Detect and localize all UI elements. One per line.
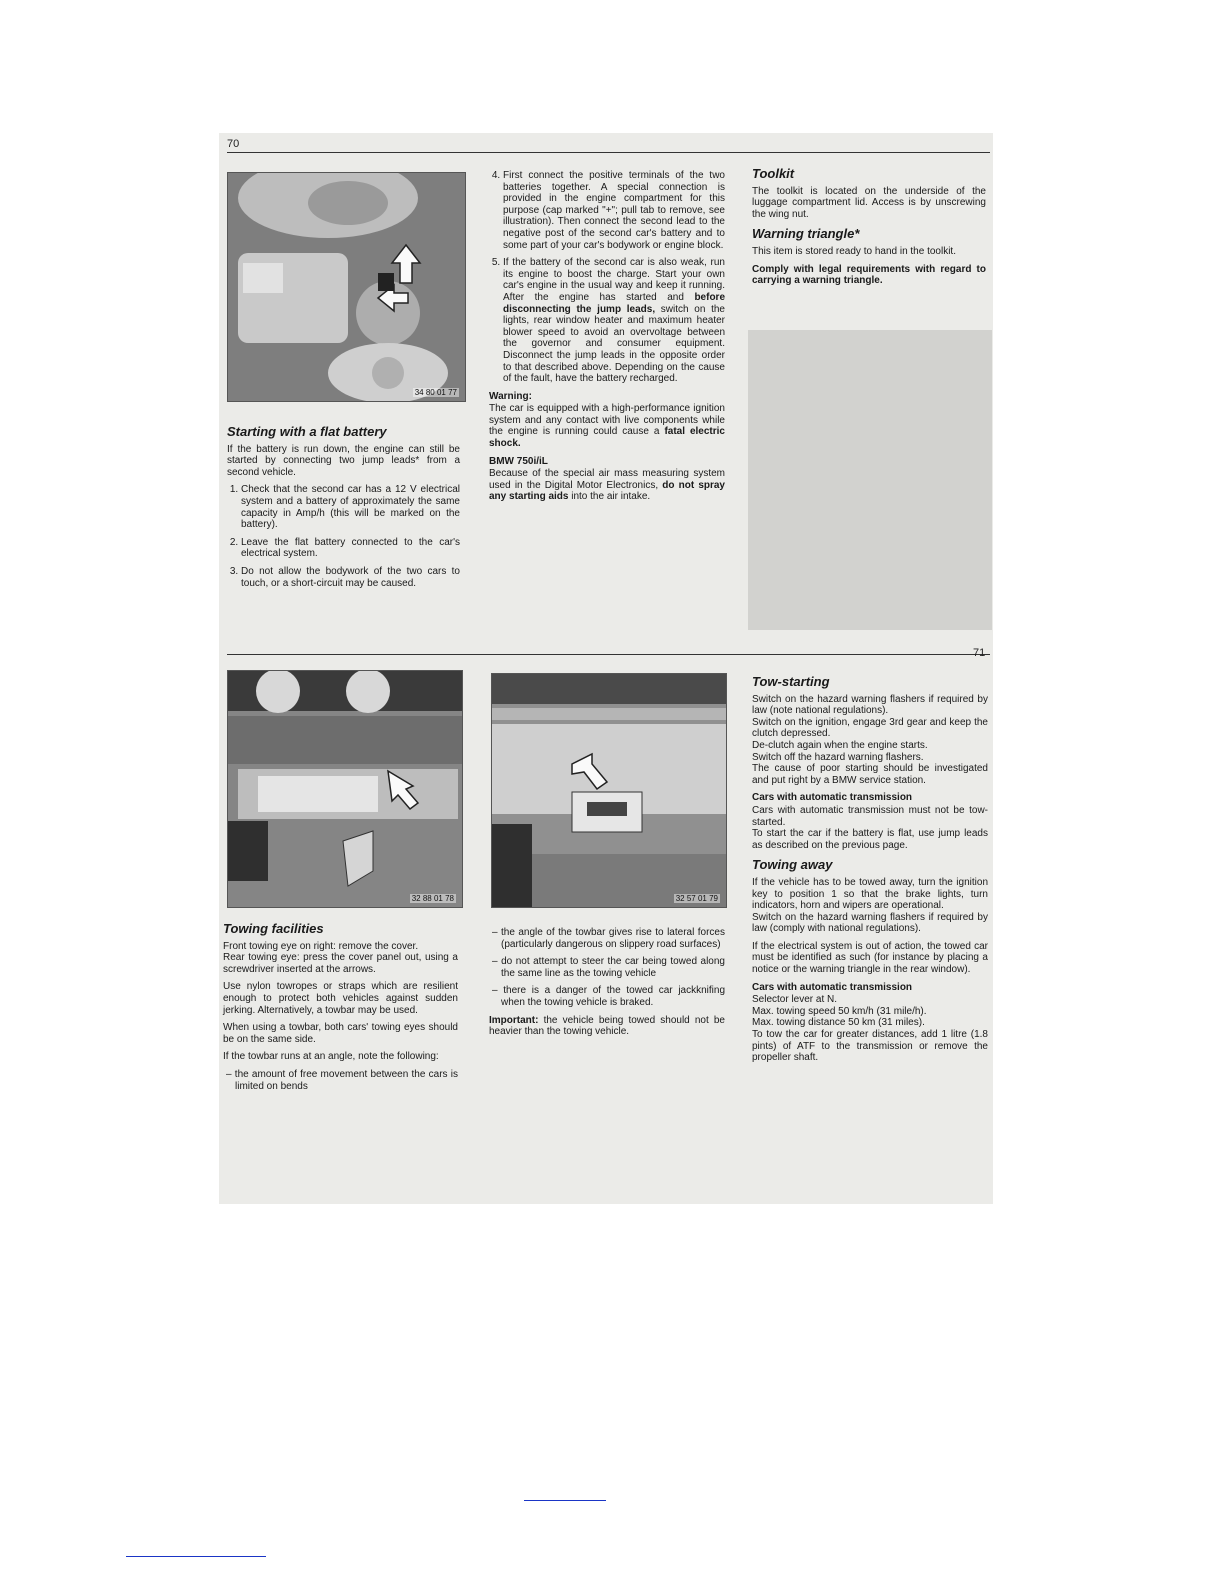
list-item: 1. Check that the second car has a 12 V electrical system and a battery of approximately the same capacity in Amp/h (this will be marked on the battery). xyxy=(241,484,460,530)
link-underline[interactable] xyxy=(524,1500,606,1501)
paragraph: Max. towing distance 50 km (31 miles). xyxy=(752,1017,925,1029)
towing-away-heading: Towing away xyxy=(752,857,833,873)
paragraph: If the electrical system is out of action, the towed car must be identified as such (for instance by placing a notice or the warning triangle in the rear window). xyxy=(752,940,988,976)
bottom-column-3 xyxy=(752,668,988,1070)
toolkit-text: The toolkit is located on the underside of the luggage compartment lid. Access is by unscrewing the wing nut. xyxy=(752,185,986,220)
warning-title: Warning: xyxy=(489,390,532,402)
bullet-list xyxy=(223,1069,458,1092)
step-emphasis: before disconnecting the jump leads, xyxy=(503,291,725,315)
figure-code: 32 88 01 78 xyxy=(411,894,454,903)
toolkit-heading: Toolkit xyxy=(752,166,795,181)
intro-text: If the battery is run down, the engine can still be started by connecting two jump leads* from a second vehicle. xyxy=(227,443,460,478)
top-column-3 xyxy=(752,160,986,293)
list-item: – do not attempt to steer the car being towed along the same line as the towing vehicle xyxy=(501,956,725,979)
paragraph: Use nylon towropes or straps which are resilient enough to protect both vehicles against sudden jerking. Alternatively, a towbar may be used. xyxy=(223,981,458,1016)
model-text xyxy=(489,468,725,503)
paragraph: Front towing eye on right: remove the cover. xyxy=(223,940,419,952)
model-emphasis: do not spray any starting aids xyxy=(489,479,725,503)
important-text: the vehicle being towed should not be heavier than the towing vehicle. xyxy=(489,1014,725,1038)
step-text: switch on the lights, rear window heater and maximum heater blower speed to avoid an overvoltage between the governor and consumer equipment. Disconnect the jump leads in the opposite order to that described above. Depending on the cause of the fault, have the battery recharged. xyxy=(503,303,725,385)
figure-code: 34 80 01 77 xyxy=(414,388,457,397)
section-heading: Towing facilities xyxy=(223,921,324,936)
important-note xyxy=(489,1015,725,1038)
warning-body: The car is equipped with a high-performance ignition system and any contact with live components while the engine is running could cause a xyxy=(489,403,725,438)
link-underline[interactable] xyxy=(126,1556,266,1557)
list-item: 3. Do not allow the bodywork of the two cars to touch, or a short-circuit may be caused. xyxy=(241,566,460,589)
paragraph: If the towbar runs at an angle, note the following: xyxy=(223,1051,439,1063)
triangle-requirement: Comply with legal requirements with regard to carrying a warning triangle. xyxy=(752,263,986,287)
rear-bumper-illustration xyxy=(492,674,726,907)
paragraph: To tow the car for greater distances, add 1 litre (1.8 pints) of ATF to the transmission or remove the propeller shaft. xyxy=(752,1029,988,1064)
header-rule xyxy=(227,152,990,153)
paragraph: To start the car if the battery is flat, use jump leads as described on the previous page. xyxy=(752,828,988,851)
front-towing-eye-photo xyxy=(227,670,463,908)
paragraph: If the vehicle has to be towed away, turn the ignition key to position 1 so that the brake lights, turn indicators, horn and wipers are operational. xyxy=(752,876,988,912)
subheading: Cars with automatic transmission xyxy=(752,981,913,993)
section-heading: Starting with a flat battery xyxy=(227,424,387,439)
warning-text xyxy=(489,403,725,449)
engine-illustration xyxy=(228,173,465,401)
page-number: 71 xyxy=(973,647,986,659)
header-rule xyxy=(227,654,990,655)
paragraph: Switch on the hazard warning flashers if required by law (comply with national regulations). xyxy=(752,911,988,935)
paragraph: Cars with automatic transmission must not be tow-started. xyxy=(752,804,988,828)
list-item: 4. First connect the positive terminals of the two batteries together. A special connection is provided in the engine compartment for this purpose (cap marked "+"; pull tab to remove, see illustration). Then connect the second lead to the negative post of the second car's battery and to some part of your car's bodywork or engine block. xyxy=(503,170,725,251)
list-item xyxy=(503,257,725,385)
triangle-text: This item is stored ready to hand in the toolkit. xyxy=(752,245,956,257)
step-text: If the battery of the second car is also weak, run its engine to boost the charge. Start your own car's engine in the usual way and keep it running. After the engine has started and xyxy=(503,257,725,303)
rear-towing-eye-photo xyxy=(491,673,727,908)
paragraph: When using a towbar, both cars' towing eyes should be on the same side. xyxy=(223,1022,458,1045)
paragraph: Max. towing speed 50 km/h (31 mile/h). xyxy=(752,1005,927,1017)
engine-compartment-photo xyxy=(227,172,466,402)
page-number: 70 xyxy=(227,138,240,150)
list-item: 2. Leave the flat battery connected to the car's electrical system. xyxy=(241,537,460,560)
paragraph: De-clutch again when the engine starts. xyxy=(752,739,928,751)
steps-list xyxy=(227,484,460,589)
front-bumper-illustration xyxy=(228,671,462,907)
grey-panel xyxy=(748,330,992,630)
paragraph: Switch off the hazard warning flashers. xyxy=(752,751,924,763)
paragraph: The cause of poor starting should be investigated and put right by a BMW service station. xyxy=(752,763,988,786)
important-label: Important: xyxy=(489,1014,539,1026)
paragraph: Switch on the ignition, engage 3rd gear and keep the clutch depressed. xyxy=(752,716,988,740)
model-body: into the air intake. xyxy=(568,491,651,503)
list-item: – the angle of the towbar gives rise to lateral forces (particularly dangerous on slippery road surfaces) xyxy=(501,927,725,950)
list-item: – the amount of free movement between the cars is limited on bends xyxy=(235,1069,458,1092)
list-item: – there is a danger of the towed car jackknifing when the towing vehicle is braked. xyxy=(501,985,725,1008)
bullet-list xyxy=(489,927,725,1009)
triangle-heading: Warning triangle* xyxy=(752,226,860,242)
figure-code: 32 57 01 79 xyxy=(675,894,718,903)
paragraph: Rear towing eye: press the cover panel out, using a screwdriver inserted at the arrows. xyxy=(223,952,458,975)
tow-starting-heading: Tow-starting xyxy=(752,674,830,689)
steps-list-continued xyxy=(489,170,725,385)
warning-emphasis: fatal electric shock. xyxy=(489,426,725,450)
model-title: BMW 750i/iL xyxy=(489,455,548,467)
paragraph: Switch on the hazard warning flashers if required by law (note national regulations). xyxy=(752,693,988,717)
top-column-2 xyxy=(489,170,725,509)
bottom-column-1 xyxy=(223,915,458,1098)
paragraph: Selector lever at N. xyxy=(752,994,838,1006)
subheading: Cars with automatic transmission xyxy=(752,792,913,804)
top-column-1 xyxy=(227,418,460,595)
bottom-column-2 xyxy=(489,927,725,1044)
model-body: Because of the special air mass measuring system used in the Digital Motor Electronics, xyxy=(489,468,725,491)
